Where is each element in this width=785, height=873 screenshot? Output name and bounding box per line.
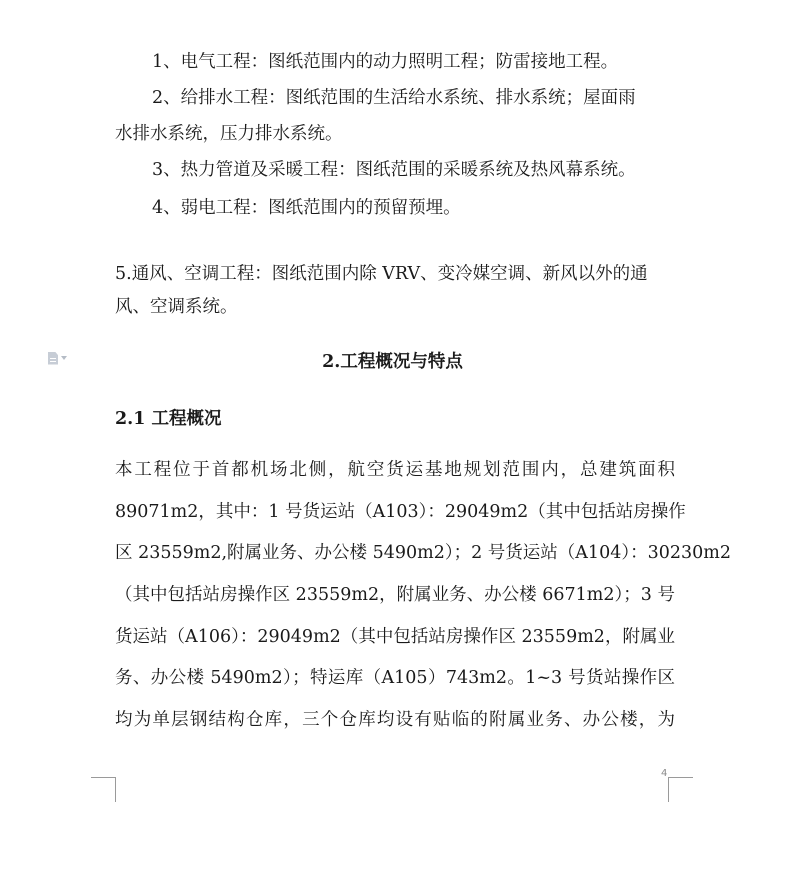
scope-item-hvac: 5.通风、空调工程：图纸范围内除 VRV、变冷媒空调、新风以外的通 [115,264,648,284]
body-line: 区 23559m2,附属业务、办公楼 5490m2）；2 号货运站（A104）：30230m2 [115,543,731,563]
body-line: 89071m2，其中：1 号货运站（A103）：29049m2（其中包括站房操作 [115,502,686,522]
scope-item-weak-current: 4、弱电工程：图纸范围内的预留预埋。 [152,198,461,218]
body-line: 均为单层钢结构仓库，三个仓库均设有贴临的附属业务、办公楼，为 [115,710,675,730]
subsection-heading: 2.1 工程概况 [115,409,222,429]
body-line: 本工程位于首都机场北侧，航空货运基地规划范围内，总建筑面积 [115,460,675,480]
scope-item-heating: 3、热力管道及采暖工程：图纸范围的采暖系统及热风幕系统。 [152,160,636,180]
scope-item-plumbing: 2、给排水工程：图纸范围的生活给水系统、排水系统；屋面雨 [152,88,636,108]
body-line: 务、办公楼 5490m2）；特运库（A105）743m2。1~3 号货站操作区 [115,668,675,688]
margin-corner-right [668,777,693,802]
caret-down-icon [61,356,67,360]
body-line: （其中包括站房操作区 23559m2，附属业务、办公楼 6671m2）；3 号 [115,585,675,605]
margin-corner-left [91,777,116,802]
page-number: 4 [661,768,668,779]
scope-item-electrical: 1、电气工程：图纸范围内的动力照明工程；防雷接地工程。 [152,52,619,72]
paragraph-menu-button[interactable] [48,351,76,365]
document-icon [48,352,58,365]
scope-item-hvac-cont: 风、空调系统。 [115,297,238,317]
scope-item-plumbing-cont: 水排水系统，压力排水系统。 [115,124,343,144]
section-heading: 2.工程概况与特点 [322,352,463,372]
body-line: 货运站（A106）：29049m2（其中包括站房操作区 23559m2，附属业 [115,627,675,647]
